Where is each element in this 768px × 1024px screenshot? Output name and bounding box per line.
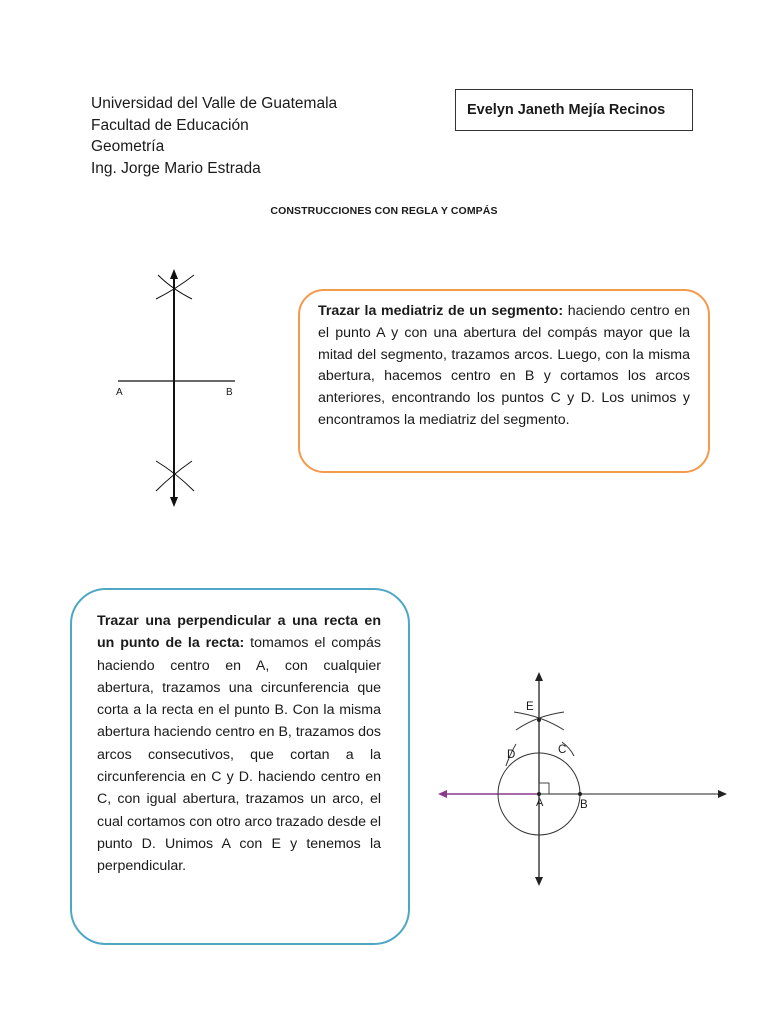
arrow-right-icon — [718, 790, 727, 798]
instructor-line: Ing. Jorge Mario Estrada — [91, 159, 261, 177]
label-b: B — [580, 799, 588, 811]
label-a: A — [536, 797, 544, 809]
document-title: CONSTRUCCIONES CON REGLA Y COMPÁS — [270, 205, 498, 217]
university-line: Universidad del Valle de Guatemala — [91, 95, 338, 112]
faculty-line: Facultad de Educación — [91, 116, 249, 134]
bisector-description-box — [298, 289, 710, 473]
arrow-up-icon — [170, 269, 178, 279]
perpendicular-heading: Trazar una perpendicular a una recta en un punto de la recta: — [97, 613, 381, 652]
arrow-left-icon — [438, 790, 447, 798]
label-d: D — [507, 749, 516, 761]
arrow-down-icon — [170, 497, 178, 507]
perpendicular-description-box — [70, 588, 410, 945]
institution-header — [91, 93, 337, 179]
label-b: B — [226, 387, 233, 398]
point-b — [578, 792, 582, 796]
right-angle-marker — [539, 783, 549, 794]
author-name: Evelyn Janeth Mejía Recinos — [467, 102, 666, 118]
perpendicular-figure — [430, 668, 735, 893]
bisector-body: haciendo centro en el punto A y con una abertura del compás mayor que la mitad del segmento, trazamos arcos. Luego, con la misma abertura, hacemos centro en B y cortamos los arcos anteriores, encontrando los puntos C y D. Los unimos y encontramos la mediatriz del segmento. — [318, 303, 690, 428]
arrow-up-icon — [535, 672, 543, 681]
bisector-heading: Trazar la mediatriz de un segmento: — [318, 303, 564, 319]
point-e — [537, 718, 541, 722]
label-e: E — [526, 701, 534, 713]
perpendicular-body: tomamos el compás haciendo centro en A, con cualquier abertura, trazamos una circunferencia que corta a la recta en el punto B. Con la misma abertura haciendo centro en B, trazamos dos arcos consecutivos, que cortan a la circunferencia en C y D. haciendo centro en C, con igual abertura, trazamos un arco, el cual cortamos con otro arco trazado desde el punto D. Unimos A con E y tenemos la perpendicular. — [97, 635, 381, 875]
arrow-down-icon — [535, 877, 543, 886]
label-c: C — [558, 744, 567, 756]
label-a: A — [116, 387, 123, 398]
course-line: Geometría — [91, 138, 165, 155]
bisector-figure — [110, 265, 270, 510]
author-box — [455, 89, 693, 131]
point-a — [537, 792, 541, 796]
